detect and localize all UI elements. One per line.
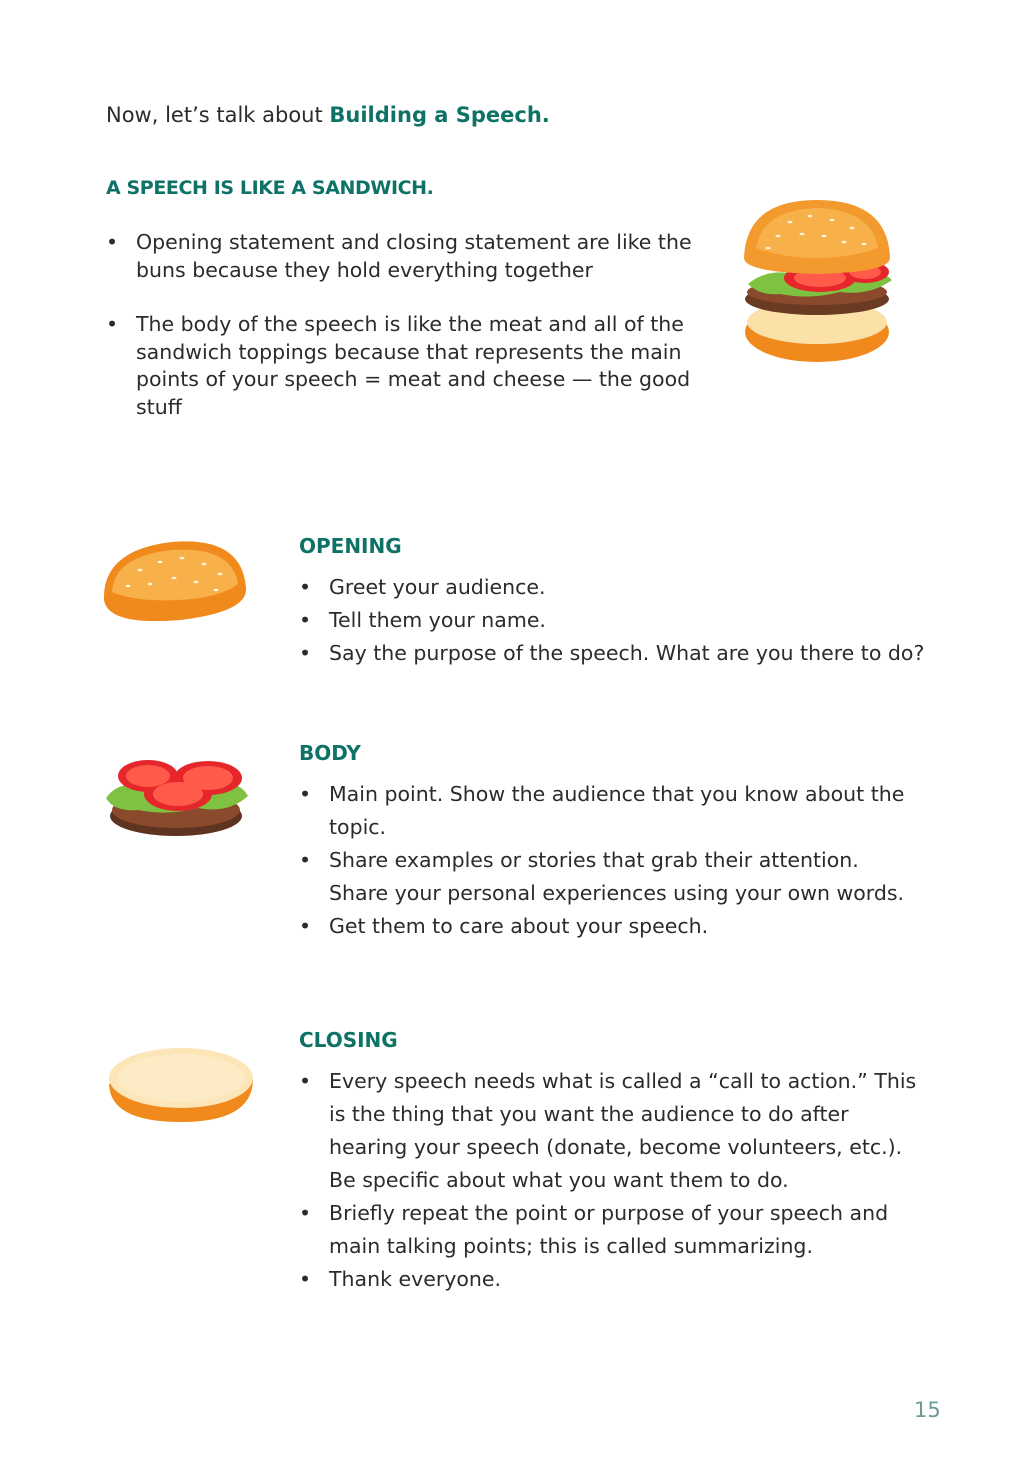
list-item: • Every speech needs what is called a “call to action.” This is the thing that you want the audience to do after hearing your speech (donate, become volunteers, etc.). Be specific about what you want them to do.	[299, 1065, 929, 1197]
list-item: • Greet your audience.	[299, 571, 939, 604]
bottom-bun-icon	[106, 1044, 256, 1126]
list-item: • Main point. Show the audience that you know about the topic.	[299, 778, 919, 844]
closing-bullet-list	[299, 1065, 929, 1296]
patty-tomato-icon	[100, 754, 250, 842]
intro-text: Now, let’s talk about	[106, 103, 330, 127]
closing-heading: CLOSING	[299, 1028, 398, 1052]
top-bun-icon	[100, 536, 250, 628]
list-item: • Tell them your name.	[299, 604, 939, 637]
body-heading: BODY	[299, 741, 361, 765]
list-item: • Say the purpose of the speech. What are you there to do?	[299, 637, 939, 670]
list-item: • Thank everyone.	[299, 1263, 929, 1296]
sandwich-bullet-list	[106, 229, 726, 448]
list-item: • Share examples or stories that grab their attention. Share your personal experiences using your own words.	[299, 844, 919, 910]
body-bullet-list	[299, 778, 919, 943]
list-item: • Opening statement and closing statement are like the buns because they hold everything together	[106, 229, 726, 284]
intro-line	[106, 100, 550, 130]
opening-heading: OPENING	[299, 534, 402, 558]
sandwich-heading: A SPEECH IS LIKE A SANDWICH.	[106, 177, 434, 199]
intro-highlight: Building a Speech.	[329, 103, 550, 127]
list-item: • Get them to care about your speech.	[299, 910, 919, 943]
opening-bullet-list	[299, 571, 939, 670]
page-number: 15	[914, 1398, 941, 1422]
list-item: • Briefly repeat the point or purpose of your speech and main talking points; this is called summarizing.	[299, 1197, 929, 1263]
burger-icon	[740, 196, 895, 366]
list-item: • The body of the speech is like the meat and all of the sandwich toppings because that represents the main points of your speech = meat and cheese — the good stuff	[106, 311, 726, 421]
